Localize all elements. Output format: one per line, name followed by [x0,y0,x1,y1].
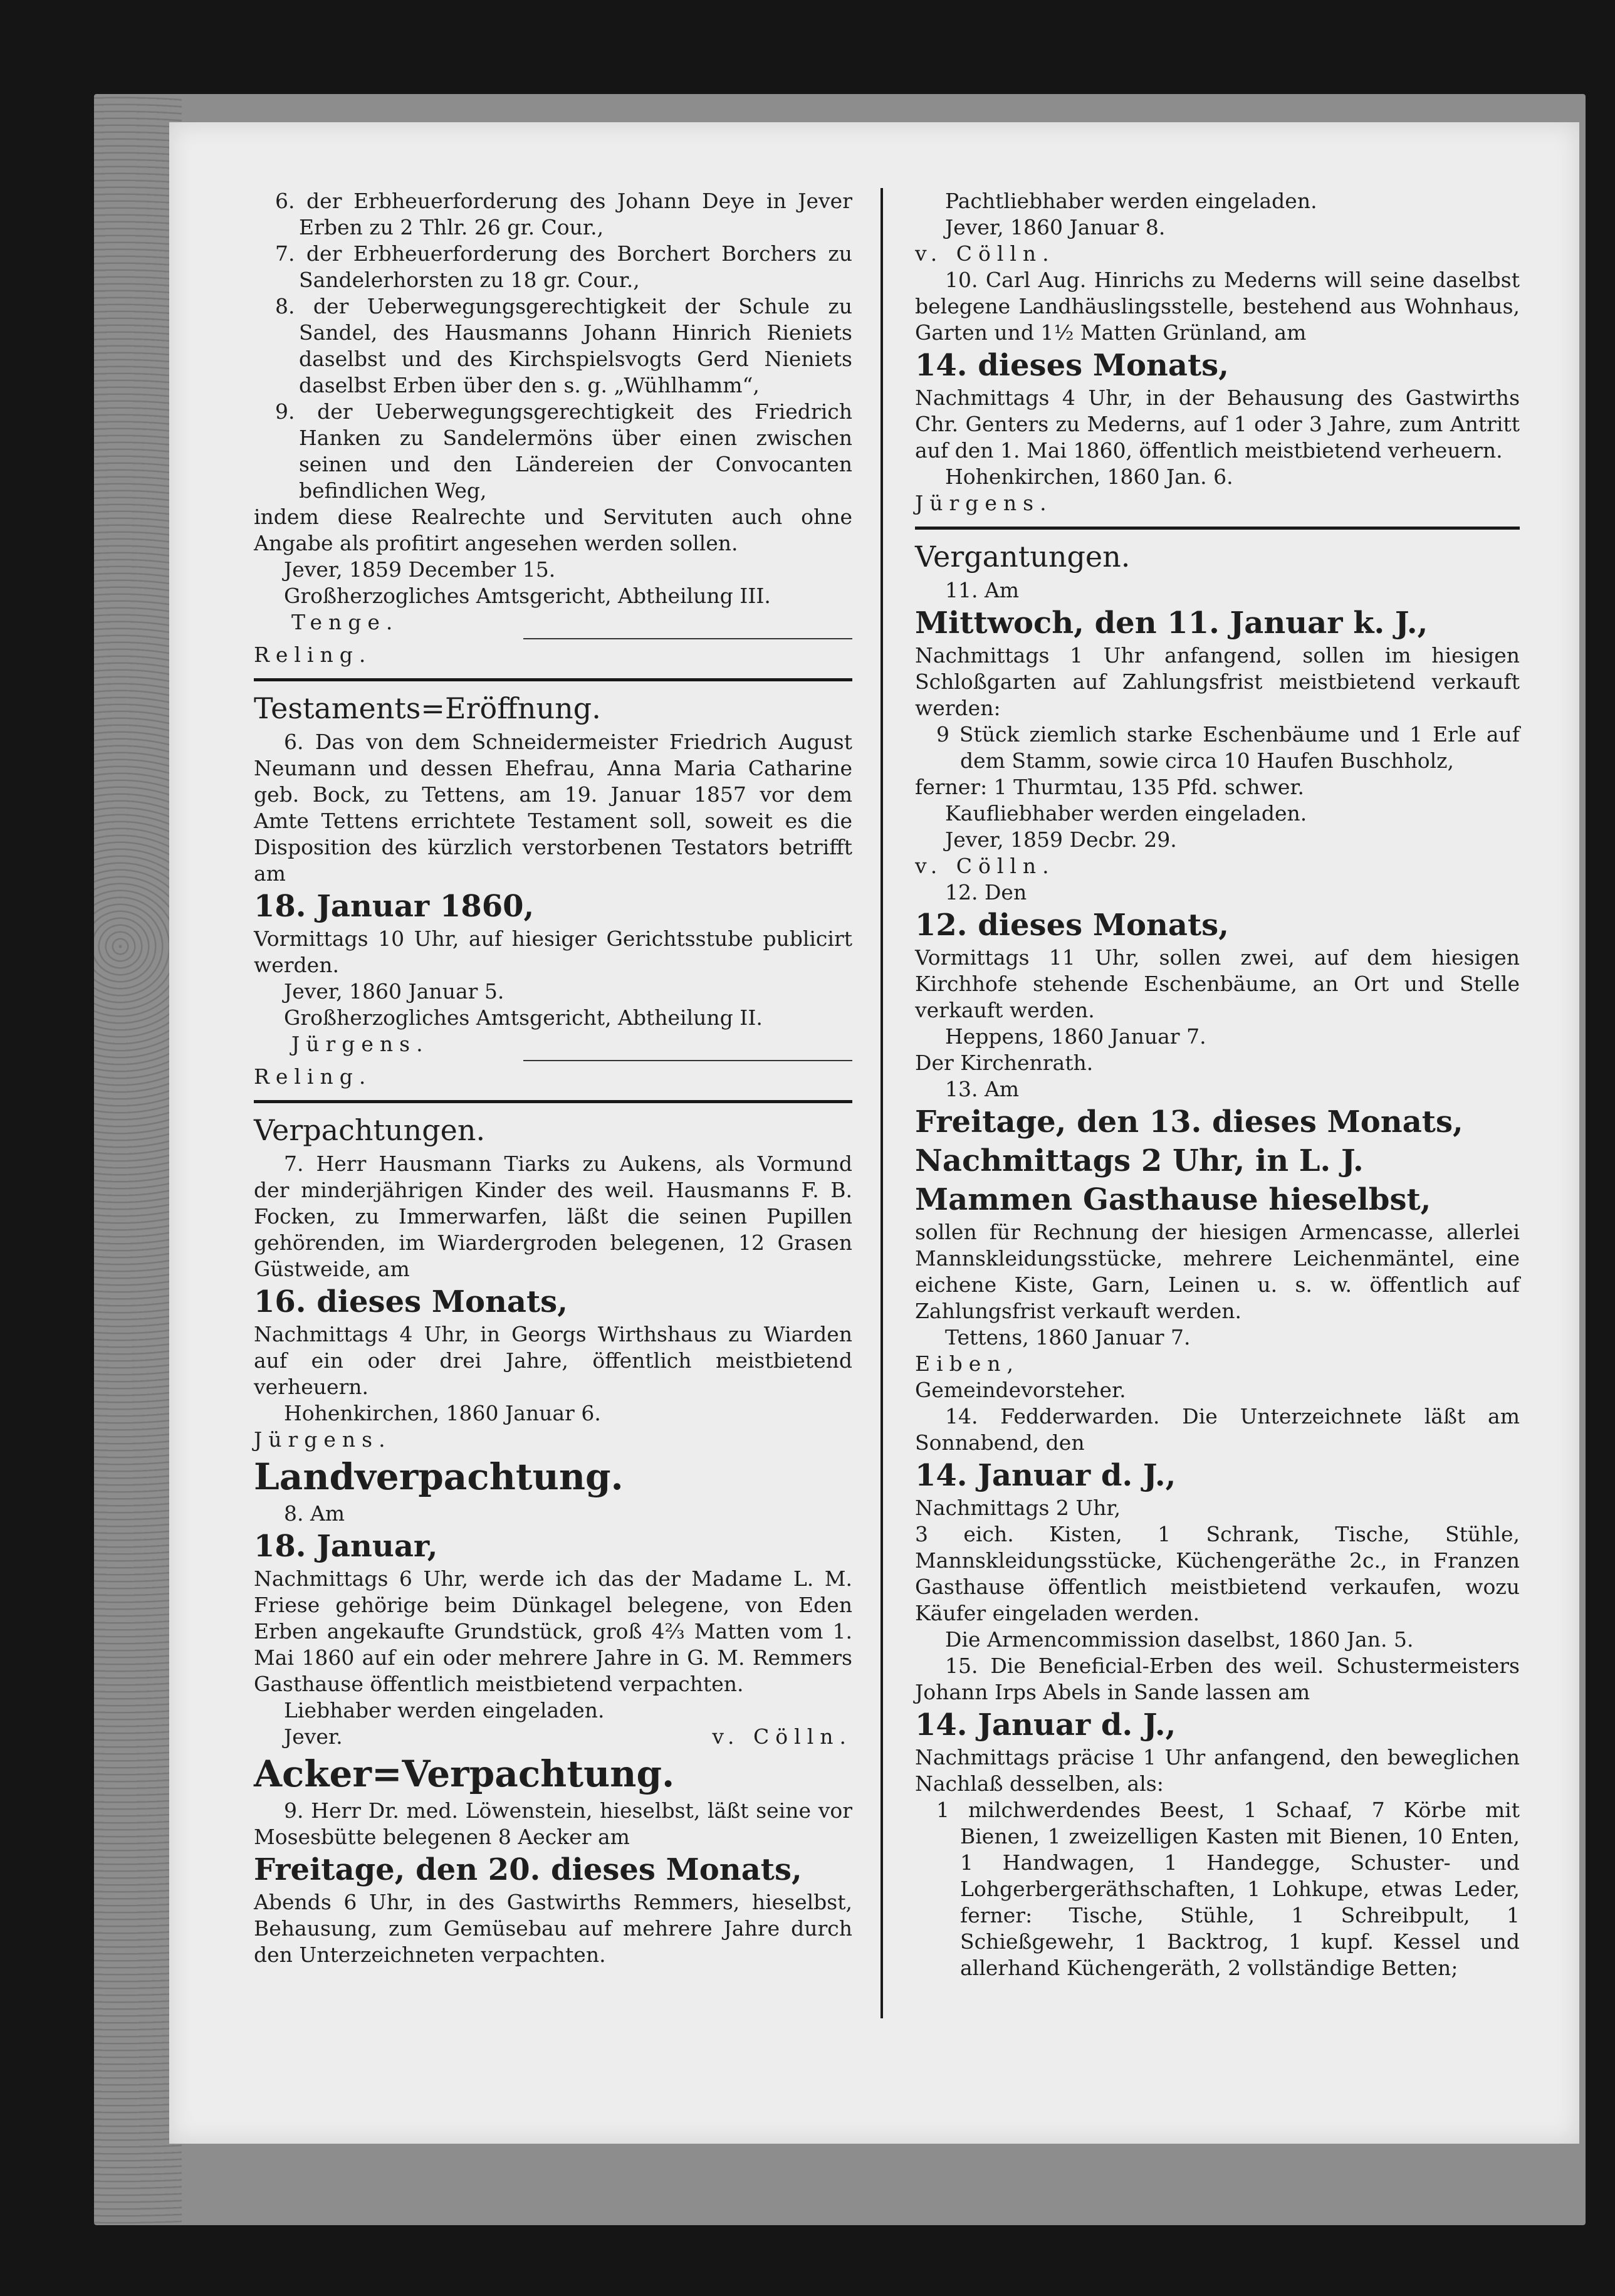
section-heading: Vergantungen. [915,540,1131,574]
invitation: Liebhaber werden eingeladen. [284,1698,605,1722]
column-divider [881,188,883,2018]
place-date: Jever, 1860 Januar 8. [945,215,1166,239]
signature: Reling. [254,642,372,667]
signature: Jürgens. [254,1427,392,1452]
court-name: Großherzogliches Amtsgericht, Abtheilung II. [284,1005,763,1030]
continued-notice [915,188,1520,267]
list-item: 7. der Erbheuerforderung des Borchert Borchers zu Sandelerhorsten zu 18 gr. Cour., [275,241,852,292]
notice-body: Nachmittags 4 Uhr, in Georgs Wirthshaus zu Wiarden auf ein oder drei Jahre, öffentlich meistbietend verheuern. [254,1322,852,1399]
notice-date: 18. Januar, [254,1529,438,1564]
notice-body: Nachmittags 4 Uhr, in der Behausung des Gastwirths Chr. Genters zu Mederns, auf 1 oder 3 Jahre, zum Antritt auf den 1. Mai 1860, öffentlich meistbietend verheuern. [915,385,1520,463]
signature: v. Cölln. [915,241,1055,266]
notice-body: sollen für Rechnung der hiesigen Armencasse, allerlei Mannskleidungsstücke, mehrere Leichenmäntel, eine eichene Kiste, Garn, Leinen u. s. w. öffentlich auf Zahlungsfrist verkauft werden. [915,1220,1520,1323]
signature-rule [523,638,852,639]
signature-role: Gemeindevorsteher. [915,1378,1126,1402]
signature: Reling. [254,1064,372,1089]
section-rule [915,527,1520,530]
place-date: Jever, 1859 December 15. [284,557,556,582]
place-date: Tettens, 1860 Januar 7. [945,1325,1191,1350]
notice-body: Vormittags 11 Uhr, sollen zwei, auf dem hiesigen Kirchhofe stehende Eschenbäume, an Ort und Stelle verkauft werden. [915,945,1520,1022]
list-closing: indem diese Realrechte und Servituten auch ohne Angabe als profitirt angesehen werden sollen. [254,505,852,555]
verpachtungen-section [254,1109,852,1453]
notice-date: 18. Januar 1860, [254,889,535,924]
notice-10 [915,267,1520,516]
notice-body: 9. Herr Dr. med. Löwenstein, hieselbst, läßt seine vor Mosesbütte belegenen 8 Aecker am [254,1798,852,1849]
notice-date: Nachmittags 2 Uhr, in L. J. [915,1143,1364,1178]
signature: v. Cölln. [915,854,1055,878]
notice-body: 14. Fedderwarden. Die Unterzeichnete läßt am Sonnabend, den [915,1404,1520,1455]
signature: Der Kirchenrath. [915,1051,1094,1075]
section-heading: Landverpachtung. [254,1455,624,1498]
notice-body: 15. Die Beneficial-Erben des weil. Schustermeisters Johann Irps Abels in Sande lassen am [915,1654,1520,1704]
signature: Die Armencommission daselbst, 1860 Jan. 5. [945,1627,1414,1652]
signature: v. Cölln. [712,1724,852,1749]
notice-date: Freitage, den 20. dieses Monats, [254,1852,802,1887]
notice-body: Nachmittags 1 Uhr anfangend, sollen im hiesigen Schloßgarten auf Zahlungsfrist meistbietend verkauft werden: [915,643,1520,720]
list-item: 8. der Ueberwegungsgerechtigkeit der Schule zu Sandel, des Hausmanns Johann Hinrich Rieniets daselbst und des Kirchspielsvogts Gerd Nieniets daselbst Erben über den s. g. „Wühlhamm“, [275,294,852,397]
court-name: Großherzogliches Amtsgericht, Abtheilung III. [284,584,771,608]
notice-body: ferner: 1 Thurmtau, 135 Pfd. schwer. [915,775,1305,799]
notice-date: 16. dieses Monats, [254,1284,568,1319]
signature: Eiben, [915,1351,1020,1376]
notice-items: 9 Stück ziemlich starke Eschenbäume und 1 Erle auf dem Stamm, sowie circa 10 Haufen Buschholz, [936,722,1520,773]
place-signature-row [254,1724,852,1750]
notice-body: Nachmittags 6 Uhr, werde ich das der Madame L. M. Friese gehörige beim Dünkagel belegene, von Eden Erben angekaufte Grundstück, groß 4⅔ Matten vom 1. Mai 1860 auf ein oder mehrere Jahre in G. M. Remmers Gasthause öffentlich meistbietend verpachten. [254,1566,852,1696]
notice-date: 14. dieses Monats, [915,348,1229,383]
signature-rule [523,1060,852,1061]
place: Jever. [284,1724,343,1749]
notice-number: 13. Am [945,1077,1020,1101]
notice-date: Freitage, den 13. dieses Monats, [915,1104,1463,1140]
list-item: 6. der Erbheuerforderung des Johann Deye in Jever Erben zu 2 Thlr. 26 gr. Cour., [275,189,852,239]
place-date: Heppens, 1860 Januar 7. [945,1024,1206,1049]
notice-number: 11. Am [945,578,1020,602]
place-date: Hohenkirchen, 1860 Jan. 6. [945,464,1233,489]
notice-body: Abends 6 Uhr, in des Gastwirths Remmers, hieselbst, Behausung, zum Gemüsebau auf mehrere Jahre durch den Unterzeichneten verpachten. [254,1890,852,1967]
signature: Jürgens. [915,491,1053,515]
section-rule [254,678,852,681]
signature: Jürgens. [291,1032,429,1056]
notice-date: 14. Januar d. J., [915,1707,1176,1743]
list-item: 9. der Ueberwegungsgerechtigkeit des Friedrich Hanken zu Sandelermöns über einen zwischen seinen und den Ländereien der Convocanten befindlichen Weg, [275,399,852,503]
notice-body: 10. Carl Aug. Hinrichs zu Mederns will seine daselbst belegene Landhäuslingsstelle, bestehend aus Wohnhaus, Garten und 1½ Matten Grünland, am [915,268,1520,345]
notice-body: 3 eich. Kisten, 1 Schrank, Tische, Stühle, Mannskleidungsstücke, Küchengeräthe 2c., in Franzen Gasthause öffentlich meistbietend verkaufen, wozu Käufer eingeladen werden. [915,1522,1520,1625]
section-rule [254,1100,852,1103]
section-heading: Testaments=Eröffnung. [254,691,601,725]
invitation: Kaufliebhaber werden eingeladen. [945,801,1307,826]
servitude-list [254,188,852,668]
notice-date: Mittwoch, den 11. Januar k. J., [915,605,1428,641]
notice-date: 12. dieses Monats, [915,908,1229,943]
invitation: Pachtliebhaber werden eingeladen. [945,189,1317,213]
notice-body: Nachmittags präcise 1 Uhr anfangend, den beweglichen Nachlaß desselben, als: [915,1745,1520,1796]
place-date: Hohenkirchen, 1860 Januar 6. [284,1401,601,1425]
notice-time: Nachmittags 2 Uhr, [915,1496,1121,1520]
notice-body: Vormittags 10 Uhr, auf hiesiger Gerichtsstube publicirt werden. [254,926,852,977]
right-column [915,188,1520,1981]
notice-date: 14. Januar d. J., [915,1458,1176,1493]
notice-date: Mammen Gasthause hieselbst, [915,1182,1431,1217]
notice-body: 7. Herr Hausmann Tiarks zu Aukens, als Vormund der minderjährigen Kinder des weil. Hausmanns F. B. Focken, zu Immerwarfen, läßt die seinen Pupillen gehörenden, im Wiardergroden belegenen, 12 Grasen Güstweide, am [254,1151,852,1281]
place-date: Jever, 1859 Decbr. 29. [945,827,1177,852]
ackerverpachtung-section [254,1750,852,1968]
notice-number: 12. Den [945,880,1027,904]
left-column [254,188,852,1968]
notice-body: 6. Das von dem Schneidermeister Friedrich August Neumann und dessen Ehefrau, Anna Maria Catharine geb. Bock, zu Tettens, am 19. Januar 1857 vor dem Amte Tettens errichtete Testament soll, soweit es die Disposition des kürzlich verstorbenen Testators betrifft am [254,730,852,886]
place-date: Jever, 1860 Januar 5. [284,979,504,1004]
landverpachtung-section [254,1453,852,1750]
vergantungen-section [915,536,1520,1981]
section-heading: Acker=Verpachtung. [254,1753,675,1795]
board-edge-texture [94,94,182,2225]
signature: Tenge. [291,610,399,634]
notice-number: 8. Am [284,1501,345,1526]
section-heading: Verpachtungen. [254,1113,486,1147]
testament-section [254,688,852,1090]
notice-items: 1 milchwerdendes Beest, 1 Schaaf, 7 Körbe mit Bienen, 1 zweizelligen Kasten mit Bienen, 10 Enten, 1 Handwagen, 1 Handegge, Schuster- und Lohgerbergeräthschaften, 1 Lohkupe, etwas Leder, ferner: Tische, Stühle, 1 Schreibpult, 1 Schießgewehr, 1 Backtrog, 1 kupf. Kessel und allerhand Küchengeräth, 2 vollständige Betten; [936,1798,1520,1980]
